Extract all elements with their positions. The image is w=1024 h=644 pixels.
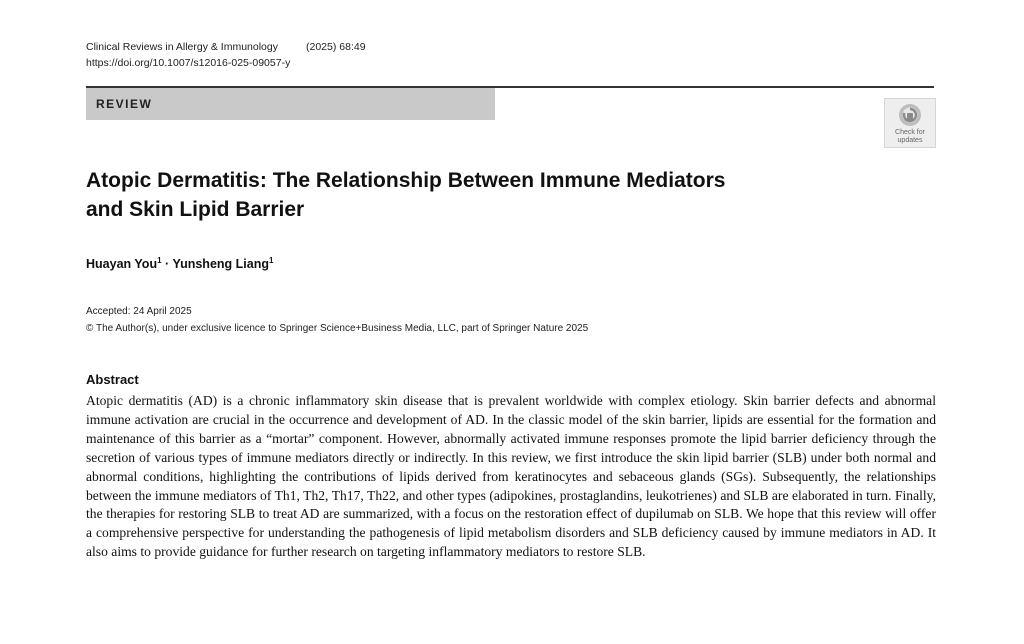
article-title-line2: and Skin Lipid Barrier — [86, 198, 305, 221]
article-title-line1: Atopic Dermatitis: The Relationship Between Immune Mediators — [86, 169, 726, 192]
check-for-updates-icon — [898, 103, 922, 127]
doi-link[interactable]: https://doi.org/10.1007/s12016-025-09057-y — [86, 57, 291, 69]
author-list — [86, 256, 273, 271]
abstract-text: Atopic dermatitis (AD) is a chronic inflammatory skin disease that is prevalent worldwide with complex etiology. Skin barrier defects and abnormal immune activation are crucial in the occurrence and development of AD. In the classic model of the skin barrier, lipids are essential for the formation and maintenance of this barrier as a “mortar” component. However, abnormally activated immune responses promote the lipid barrier deficiency through the secretion of various types of immune mediators directly or indirectly. In this review, we first introduce the skin lipid barrier (SLB) under both normal and abnormal conditions, highlighting the contributions of lipids derived from keratinocytes and sebaceous glands (SGs). Subsequently, the relationships between the immune mediators of Th1, Th2, Th17, Th22, and other types (adipokines, prostaglandins, leukotrienes) and SLB are elaborated in turn. Finally, the therapies for restoring SLB to treat AD are summarized, with a focus on the restoration effect of dupilumab on SLB. We hope that this review will offer a comprehensive perspective for understanding the pathogenesis of lipid metabolism disorders and SLB deficiency caused by immune mediators in AD. It also aims to provide guidance for further research on targeting inflammatory mediators to restore SLB. — [86, 393, 936, 560]
author-name[interactable]: Yunsheng Liang — [172, 257, 269, 272]
author-name[interactable]: Huayan You — [86, 257, 158, 272]
author-separator: · — [161, 257, 173, 272]
copyright-notice: © The Author(s), under exclusive licence to Springer Science+Business Media, LLC, part of Springer Nature 2025 — [86, 323, 589, 334]
journal-name: Clinical Reviews in Allergy & Immunology — [86, 41, 278, 53]
check-for-updates-badge[interactable] — [884, 98, 936, 148]
author-affiliation: 1 — [157, 256, 162, 265]
author-affiliation: 1 — [268, 256, 274, 265]
journal-year-volume: (2025) 68:49 — [306, 41, 366, 53]
section-label: REVIEW — [86, 88, 495, 120]
journal-citation — [86, 40, 366, 55]
article-title — [86, 166, 846, 224]
check-for-updates-line2: updates — [897, 137, 923, 144]
check-for-updates-line1: Check for — [895, 129, 925, 136]
accepted-date: Accepted: 24 April 2025 — [86, 306, 192, 317]
abstract-heading: Abstract — [86, 372, 139, 387]
